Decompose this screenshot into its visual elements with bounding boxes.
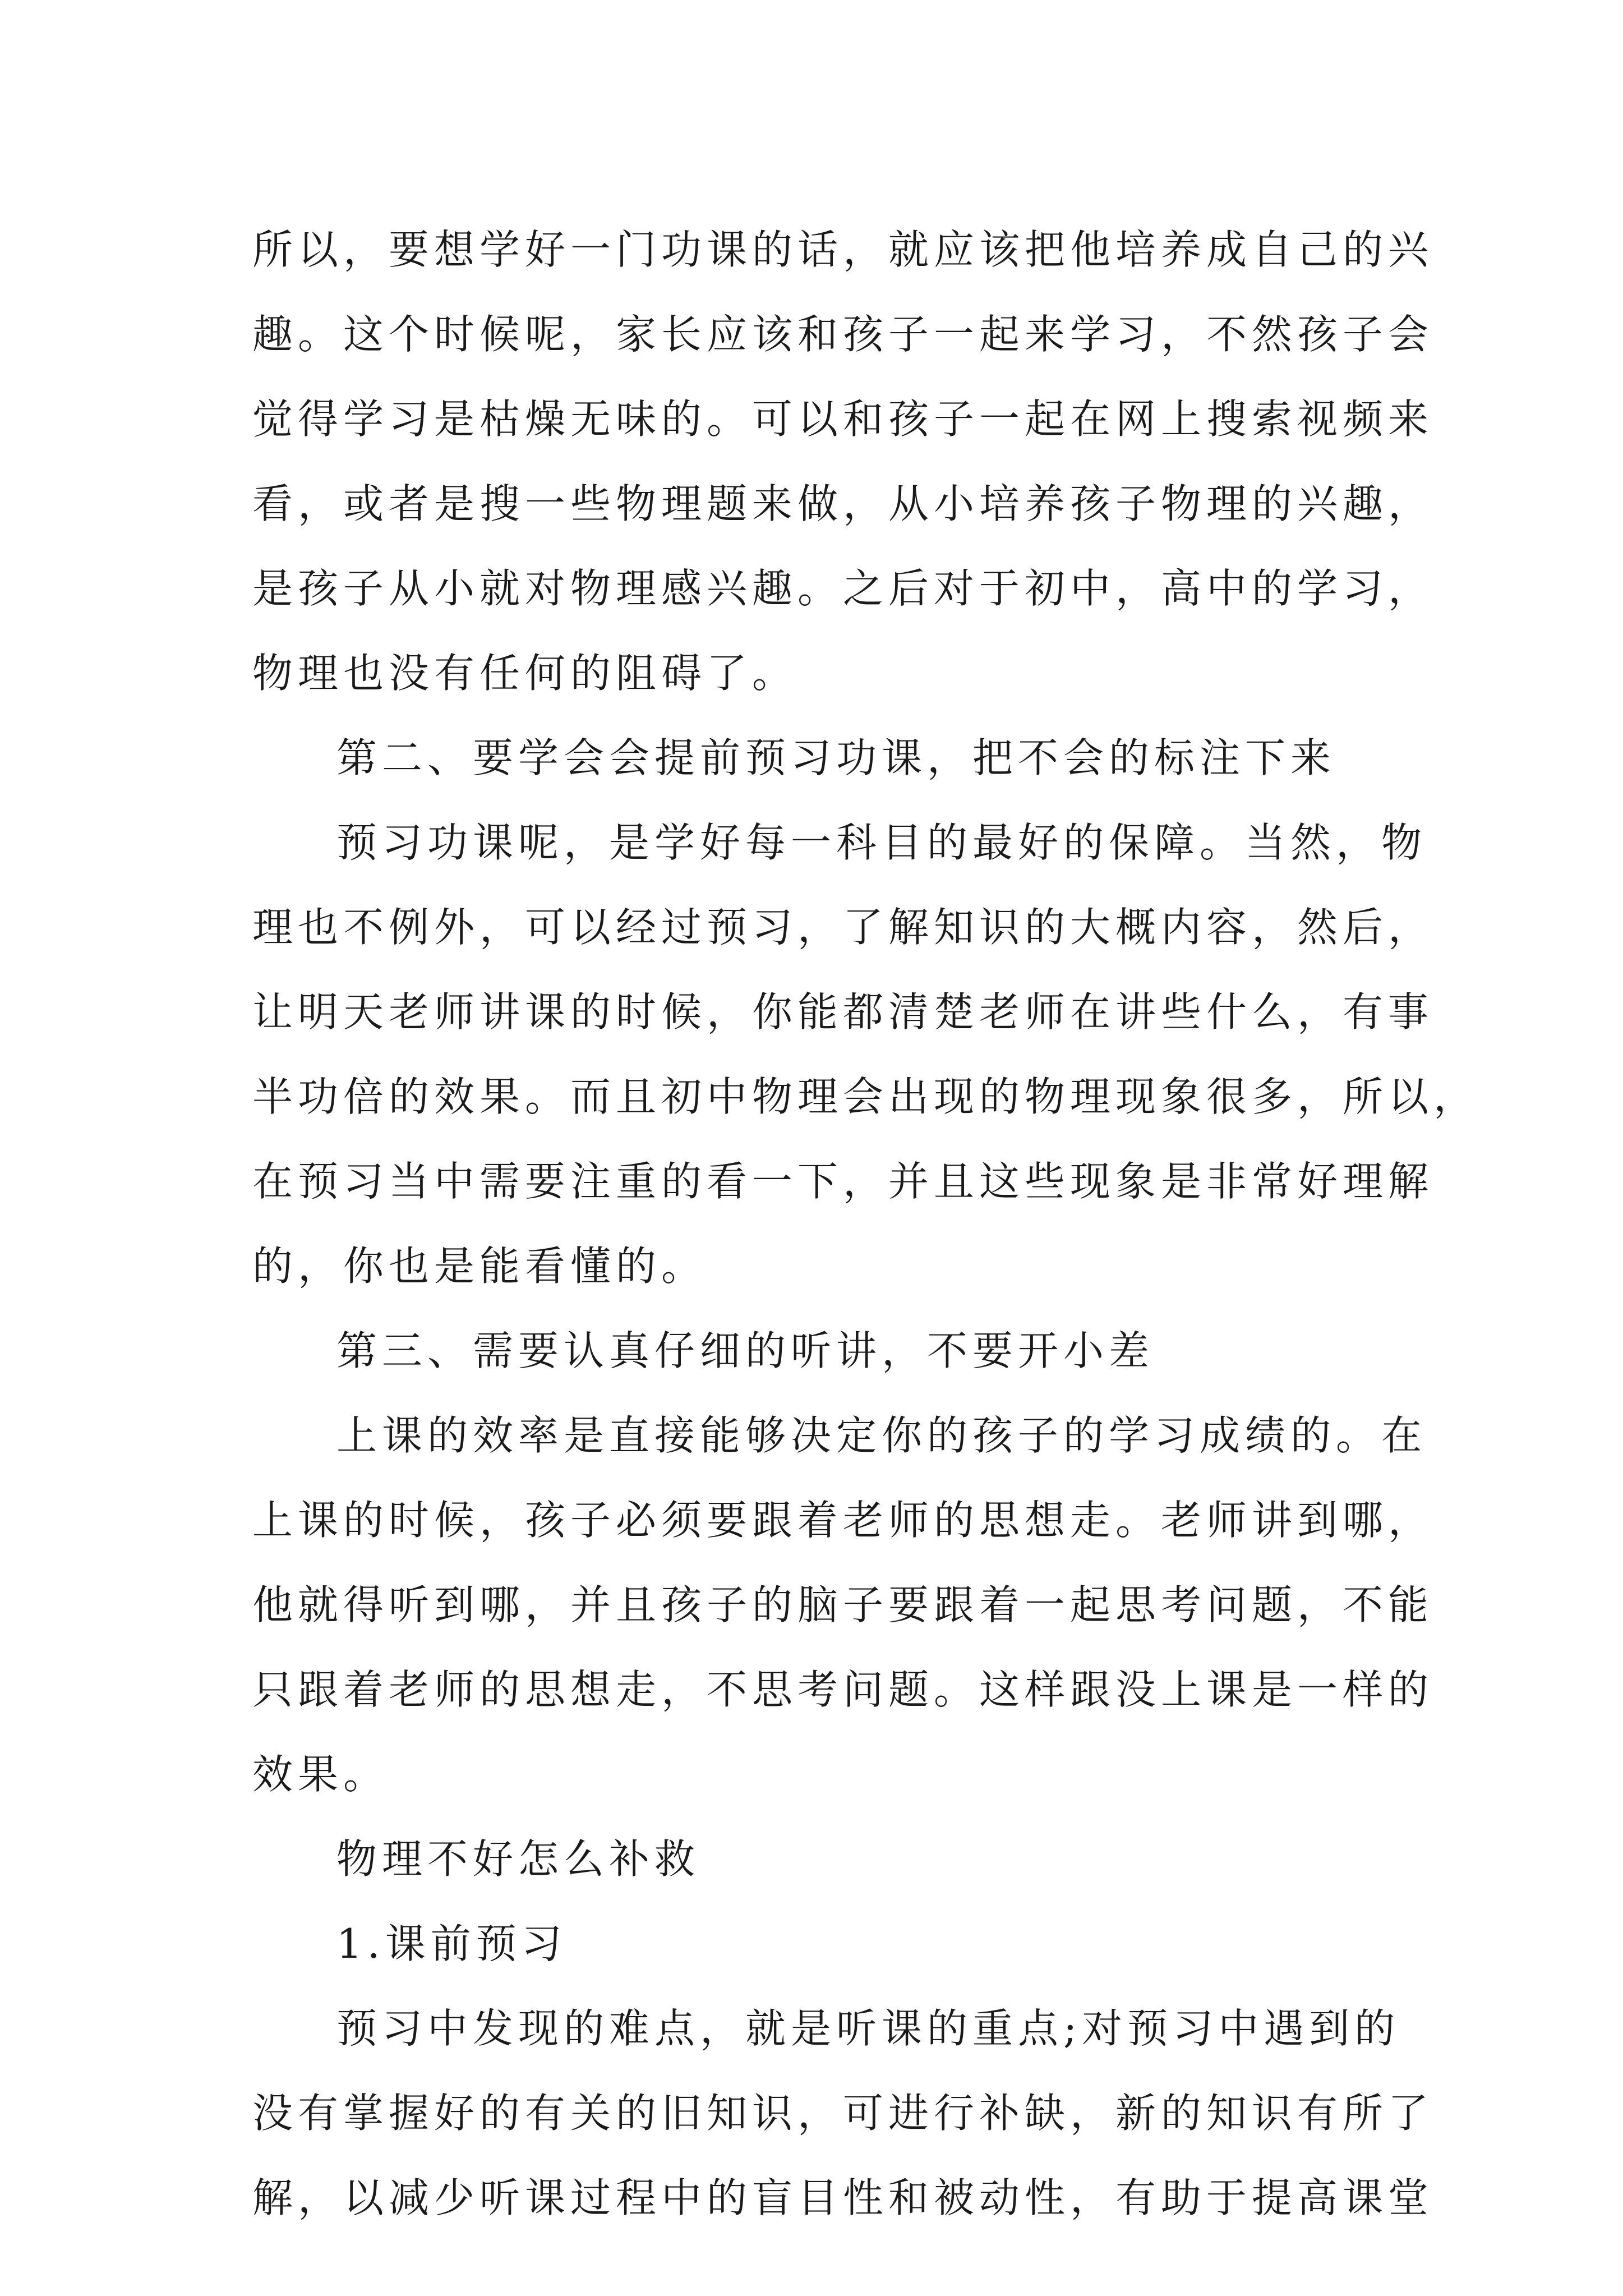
subsection-heading: 1.课前预习	[336, 1920, 567, 1967]
text-line: 他就得听到哪，并且孩子的脑子要跟着一起思考问题，不能	[252, 1581, 1434, 1628]
section-heading: 物理不好怎么补救	[336, 1835, 700, 1883]
text-line: 趣。这个时候呢，家长应该和孩子一起来学习，不然孩子会	[252, 311, 1434, 358]
text-line: 半功倍的效果。而且初中物理会出现的物理现象很多，所以，	[252, 1073, 1479, 1120]
text-line: 觉得学习是枯燥无味的。可以和孩子一起在网上搜索视频来	[252, 395, 1434, 443]
text-line: 上课的效率是直接能够决定你的孩子的学习成绩的。在	[336, 1412, 1427, 1459]
text-line: 是孩子从小就对物理感兴趣。之后对于初中，高中的学习，	[252, 565, 1434, 612]
text-line: 让明天老师讲课的时候，你能都清楚老师在讲些什么，有事	[252, 988, 1434, 1036]
text-line: 的，你也是能看懂的。	[252, 1243, 707, 1290]
text-line: 看，或者是搜一些物理题来做，从小培养孩子物理的兴趣，	[252, 480, 1434, 527]
section-heading: 第二、要学会会提前预习功课，把不会的标注下来	[336, 734, 1336, 781]
text-line: 上课的时候，孩子必须要跟着老师的思想走。老师讲到哪，	[252, 1497, 1434, 1544]
text-line: 只跟着老师的思想走，不思考问题。这样跟没上课是一样的	[252, 1666, 1434, 1713]
text-line: 在预习当中需要注重的看一下，并且这些现象是非常好理解	[252, 1158, 1434, 1205]
text-line: 理也不例外，可以经过预习，了解知识的大概内容，然后，	[252, 904, 1434, 951]
text-line: 预习中发现的难点，就是听课的重点;对预习中遇到的	[336, 2005, 1400, 2052]
text-line: 效果。	[252, 1751, 389, 1798]
text-line: 没有掌握好的有关的旧知识，可进行补缺，新的知识有所了	[252, 2090, 1434, 2137]
text-line: 解，以减少听课过程中的盲目性和被动性，有助于提高课堂	[252, 2174, 1434, 2221]
text-line: 预习功课呢，是学好每一科目的最好的保障。当然，物	[336, 819, 1427, 866]
section-heading: 第三、需要认真仔细的听讲，不要开小差	[336, 1327, 1155, 1374]
text-line: 所以，要想学好一门功课的话，就应该把他培养成自己的兴	[252, 226, 1434, 273]
text-line: 物理也没有任何的阻碍了。	[252, 650, 798, 697]
